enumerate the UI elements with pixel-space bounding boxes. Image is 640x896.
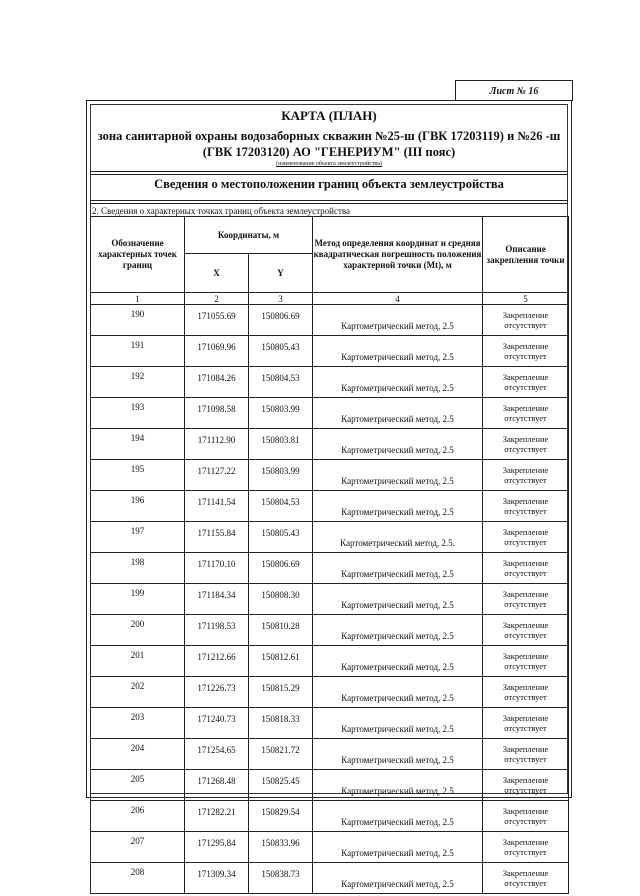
y-coordinate-cell: 150806.69: [249, 553, 313, 584]
description-text: отсутствует: [504, 506, 547, 516]
column-number: 2: [185, 293, 249, 305]
method-cell: Картометрический метод, 2.5: [313, 491, 483, 522]
description-text: Закрепление: [502, 310, 549, 320]
description-cell: [483, 863, 569, 894]
description-cell: [483, 770, 569, 801]
y-coordinate-cell: 150821.72: [249, 739, 313, 770]
y-coordinate-cell: 150803.99: [249, 460, 313, 491]
description-text: отсутствует: [504, 537, 547, 547]
header-coordinates: Координаты, м: [185, 217, 313, 254]
description-text: Закрепление: [502, 713, 549, 723]
y-coordinate-cell: 150810.28: [249, 615, 313, 646]
description-text: отсутствует: [504, 444, 547, 454]
description-text: отсутствует: [504, 630, 547, 640]
description-text: отсутствует: [504, 351, 547, 361]
y-coordinate-cell: 150803.81: [249, 429, 313, 460]
method-cell: Картометрический метод, 2.5: [313, 801, 483, 832]
description-cell: [483, 646, 569, 677]
y-coordinate-cell: 150829.54: [249, 801, 313, 832]
description-text: отсутствует: [504, 320, 547, 330]
points-table: [90, 216, 569, 894]
x-coordinate-cell: 171055.69: [185, 305, 249, 336]
method-cell: Картометрический метод, 2.5: [313, 584, 483, 615]
description-text: отсутствует: [504, 754, 547, 764]
y-coordinate-cell: 150818.33: [249, 708, 313, 739]
description-cell: [483, 677, 569, 708]
y-coordinate-cell: 150808.30: [249, 584, 313, 615]
table-row: [91, 367, 569, 398]
column-number: 4: [313, 293, 483, 305]
table-row: [91, 491, 569, 522]
table-row: [91, 832, 569, 863]
description-cell: [483, 460, 569, 491]
x-coordinate-cell: 171170.10: [185, 553, 249, 584]
section-subtitle: 2. Сведения о характерных точках границ объекта землеустройства: [92, 206, 351, 216]
description-text: отсутствует: [504, 847, 547, 857]
description-text: отсутствует: [504, 692, 547, 702]
y-coordinate-cell: 150805.43: [249, 522, 313, 553]
description-text: отсутствует: [504, 661, 547, 671]
point-id-cell: 202: [91, 677, 185, 708]
y-coordinate-cell: 150838.73: [249, 863, 313, 894]
point-id-cell: 203: [91, 708, 185, 739]
method-cell: Картометрический метод, 2.5: [313, 832, 483, 863]
table-row: [91, 646, 569, 677]
x-coordinate-cell: 171295.84: [185, 832, 249, 863]
point-id-cell: 200: [91, 615, 185, 646]
description-text: Закрепление: [502, 806, 549, 816]
description-text: Закрепление: [502, 837, 549, 847]
description-cell: [483, 429, 569, 460]
description-cell: [483, 708, 569, 739]
description-text: отсутствует: [504, 816, 547, 826]
description-cell: [483, 739, 569, 770]
object-name-caption: [90, 161, 568, 167]
point-id-cell: 193: [91, 398, 185, 429]
description-text: Закрепление: [502, 744, 549, 754]
table-row: [91, 677, 569, 708]
divider: [90, 200, 568, 201]
description-text: отсутствует: [504, 599, 547, 609]
x-coordinate-cell: 171098.58: [185, 398, 249, 429]
column-number: 5: [483, 293, 569, 305]
x-coordinate-cell: 171240.73: [185, 708, 249, 739]
header-method: Метод определения координат и средняя квадратическая погрешность положения характерной точки (Мt), м: [313, 217, 483, 293]
table-row: [91, 739, 569, 770]
method-cell: Картометрический метод, 2.5: [313, 367, 483, 398]
point-id-cell: 196: [91, 491, 185, 522]
description-cell: [483, 305, 569, 336]
table-row: [91, 522, 569, 553]
point-id-cell: 205: [91, 770, 185, 801]
description-text: Закрепление: [502, 465, 549, 475]
method-cell: Картометрический метод, 2.5: [313, 429, 483, 460]
y-coordinate-cell: 150805.43: [249, 336, 313, 367]
description-text: Закрепление: [502, 589, 549, 599]
table-row: [91, 429, 569, 460]
x-coordinate-cell: 171069.96: [185, 336, 249, 367]
point-id-cell: 198: [91, 553, 185, 584]
divider: [90, 171, 568, 172]
description-text: отсутствует: [504, 723, 547, 733]
method-cell: Картометрический метод, 2.5: [313, 460, 483, 491]
table-row: [91, 305, 569, 336]
point-id-cell: 207: [91, 832, 185, 863]
column-number: 1: [91, 293, 185, 305]
section-title: Сведения о местоположении границ объекта землеустройства: [154, 177, 504, 191]
method-cell: Картометрический метод, 2.5: [313, 770, 483, 801]
x-coordinate-cell: 171184.34: [185, 584, 249, 615]
point-id-cell: 206: [91, 801, 185, 832]
point-id-cell: 201: [91, 646, 185, 677]
x-coordinate-cell: 171198.53: [185, 615, 249, 646]
document-subtitle: зона санитарной охраны водозаборных скважин №25-ш (ГВК 17203119) и №26 -ш (ГВК 17203120) АО "ГЕНЕРИУМ" (III пояс): [97, 129, 561, 159]
object-name-caption-text: (наименование объекта землеустройства): [276, 161, 382, 167]
point-id-cell: 190: [91, 305, 185, 336]
description-cell: [483, 491, 569, 522]
description-cell: [483, 367, 569, 398]
description-text: отсутствует: [504, 568, 547, 578]
x-coordinate-cell: 171112.90: [185, 429, 249, 460]
description-text: Закрепление: [502, 682, 549, 692]
description-cell: [483, 398, 569, 429]
x-coordinate-cell: 171282.21: [185, 801, 249, 832]
method-cell: Картометрический метод, 2.5: [313, 398, 483, 429]
description-text: Закрепление: [502, 403, 549, 413]
table-row: [91, 801, 569, 832]
point-id-cell: 199: [91, 584, 185, 615]
method-cell: Картометрический метод, 2.5: [313, 708, 483, 739]
table-row: [91, 460, 569, 491]
method-cell: Картометрический метод, 2.5: [313, 336, 483, 367]
x-coordinate-cell: 171084.26: [185, 367, 249, 398]
method-cell: Картометрический метод, 2.5: [313, 553, 483, 584]
y-coordinate-cell: 150812.61: [249, 646, 313, 677]
description-text: отсутствует: [504, 382, 547, 392]
document-title: КАРТА (ПЛАН): [281, 108, 377, 123]
y-coordinate-cell: 150804.53: [249, 491, 313, 522]
divider: [90, 174, 568, 175]
point-id-cell: 195: [91, 460, 185, 491]
description-text: Закрепление: [502, 775, 549, 785]
description-text: Закрепление: [502, 341, 549, 351]
y-coordinate-cell: 150825.45: [249, 770, 313, 801]
description-cell: [483, 584, 569, 615]
method-cell: Картометрический метод, 2.5: [313, 677, 483, 708]
table-row: [91, 553, 569, 584]
x-coordinate-cell: 171268.48: [185, 770, 249, 801]
description-text: Закрепление: [502, 868, 549, 878]
y-coordinate-cell: 150804.53: [249, 367, 313, 398]
point-id-cell: 192: [91, 367, 185, 398]
method-cell: Картометрический метод, 2.5: [313, 739, 483, 770]
column-number: 3: [249, 293, 313, 305]
x-coordinate-cell: 171254.65: [185, 739, 249, 770]
x-coordinate-cell: 171127.22: [185, 460, 249, 491]
x-coordinate-cell: 171141.54: [185, 491, 249, 522]
method-cell: Картометрический метод, 2.5: [313, 305, 483, 336]
description-text: Закрепление: [502, 651, 549, 661]
sheet-number: Лист № 16: [455, 80, 573, 101]
description-text: отсутствует: [504, 475, 547, 485]
point-id-cell: 197: [91, 522, 185, 553]
table-row: [91, 615, 569, 646]
table-row: [91, 336, 569, 367]
description-cell: [483, 553, 569, 584]
description-text: Закрепление: [502, 434, 549, 444]
header-y: Y: [249, 254, 313, 293]
divider: [90, 203, 568, 204]
table-row: [91, 863, 569, 894]
description-text: отсутствует: [504, 878, 547, 888]
description-cell: [483, 336, 569, 367]
y-coordinate-cell: 150815.29: [249, 677, 313, 708]
y-coordinate-cell: 150806.69: [249, 305, 313, 336]
y-coordinate-cell: 150833.96: [249, 832, 313, 863]
method-cell: Картометрический метод, 2.5: [313, 646, 483, 677]
x-coordinate-cell: 171212.66: [185, 646, 249, 677]
point-id-cell: 191: [91, 336, 185, 367]
description-cell: [483, 832, 569, 863]
description-text: Закрепление: [502, 558, 549, 568]
header-designation: Обозначение характерных точек границ: [91, 217, 185, 293]
point-id-cell: 204: [91, 739, 185, 770]
description-text: Закрепление: [502, 372, 549, 382]
point-id-cell: 194: [91, 429, 185, 460]
x-coordinate-cell: 171309.34: [185, 863, 249, 894]
description-text: отсутствует: [504, 413, 547, 423]
point-id-cell: 208: [91, 863, 185, 894]
method-cell: Картометрический метод, 2.5: [313, 615, 483, 646]
header-description: Описание закрепления точки: [483, 217, 569, 293]
description-cell: [483, 615, 569, 646]
table-row: [91, 708, 569, 739]
x-coordinate-cell: 171226.73: [185, 677, 249, 708]
description-text: отсутствует: [504, 785, 547, 795]
table-row: [91, 770, 569, 801]
description-cell: [483, 522, 569, 553]
y-coordinate-cell: 150803.99: [249, 398, 313, 429]
x-coordinate-cell: 171155.84: [185, 522, 249, 553]
description-text: Закрепление: [502, 496, 549, 506]
description-cell: [483, 801, 569, 832]
description-text: Закрепление: [502, 620, 549, 630]
header-x: X: [185, 254, 249, 293]
method-cell: Картометрический метод, 2.5: [313, 863, 483, 894]
table-row: [91, 398, 569, 429]
table-row: [91, 584, 569, 615]
description-text: Закрепление: [502, 527, 549, 537]
method-cell: Картометрический метод, 2.5.: [313, 522, 483, 553]
